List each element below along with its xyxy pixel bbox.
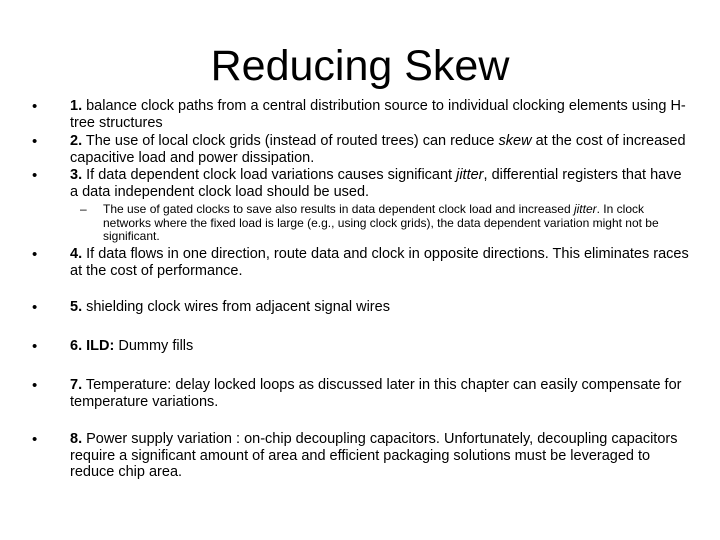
item-body-end: , differential registers that have a data independent clock load should be used. bbox=[70, 167, 682, 200]
item-body: Dummy fills bbox=[114, 338, 194, 354]
sub-item-emphasis: jitter bbox=[573, 202, 597, 216]
item-text bbox=[70, 167, 690, 200]
bullet-icon: • bbox=[32, 167, 38, 184]
item-body: Temperature: delay locked loops as discussed later in this chapter can easily compensate for temperature variations. bbox=[70, 377, 682, 410]
item-text bbox=[70, 246, 690, 279]
item-body: Power supply variation : on-chip decoupling capacitors. Unfortunately, decoupling capacitors require a significant amount of area and efficient packaging solutions must be leveraged to reduce chip area. bbox=[70, 431, 678, 480]
sub-item-body: The use of gated clocks to save also results in data dependent clock load and increased bbox=[103, 202, 574, 216]
dash-icon: – bbox=[80, 202, 87, 216]
bullet-icon: • bbox=[32, 338, 38, 355]
item-number: 5. bbox=[70, 299, 83, 315]
bullet-icon: • bbox=[32, 299, 38, 316]
bullet-icon: • bbox=[32, 246, 38, 263]
item-number: 7. bbox=[70, 377, 83, 393]
bullet-icon: • bbox=[32, 98, 38, 115]
bullet-icon: • bbox=[32, 377, 38, 394]
item-emphasis: skew bbox=[498, 133, 532, 149]
item-text bbox=[70, 299, 690, 316]
item-number: 3. bbox=[70, 167, 83, 183]
item-body: If data dependent clock load variations causes significant bbox=[82, 167, 457, 183]
item-text bbox=[70, 338, 690, 355]
item-body-end: at the cost of increased capacitive load and power dissipation. bbox=[70, 133, 686, 166]
sub-item-body-end: . In clock networks where the fixed load is large (e.g., using clock grids), the data dependent variation might not be significant. bbox=[103, 202, 659, 243]
item-number: 8. bbox=[70, 431, 83, 447]
item-body: The use of local clock grids (instead of routed trees) can reduce bbox=[82, 133, 499, 149]
item-text bbox=[70, 431, 690, 481]
bullet-icon: • bbox=[32, 133, 38, 150]
item-body: If data flows in one direction, route data and clock in opposite directions. This eliminates races at the cost of performance. bbox=[70, 246, 689, 279]
item-number: 6. ILD: bbox=[70, 338, 115, 354]
item-emphasis: jitter bbox=[456, 167, 484, 183]
item-number: 2. bbox=[70, 133, 83, 149]
item-text bbox=[70, 98, 690, 131]
bullet-icon: • bbox=[32, 431, 38, 448]
item-body: balance clock paths from a central distribution source to individual clocking elements using H-tree structures bbox=[70, 98, 686, 131]
item-number: 1. bbox=[70, 98, 83, 114]
item-text bbox=[70, 133, 690, 166]
item-body: shielding clock wires from adjacent signal wires bbox=[82, 299, 390, 315]
item-text bbox=[70, 377, 690, 410]
sub-item-text bbox=[103, 203, 663, 244]
item-number: 4. bbox=[70, 246, 83, 262]
slide-title: Reducing Skew bbox=[210, 42, 510, 90]
